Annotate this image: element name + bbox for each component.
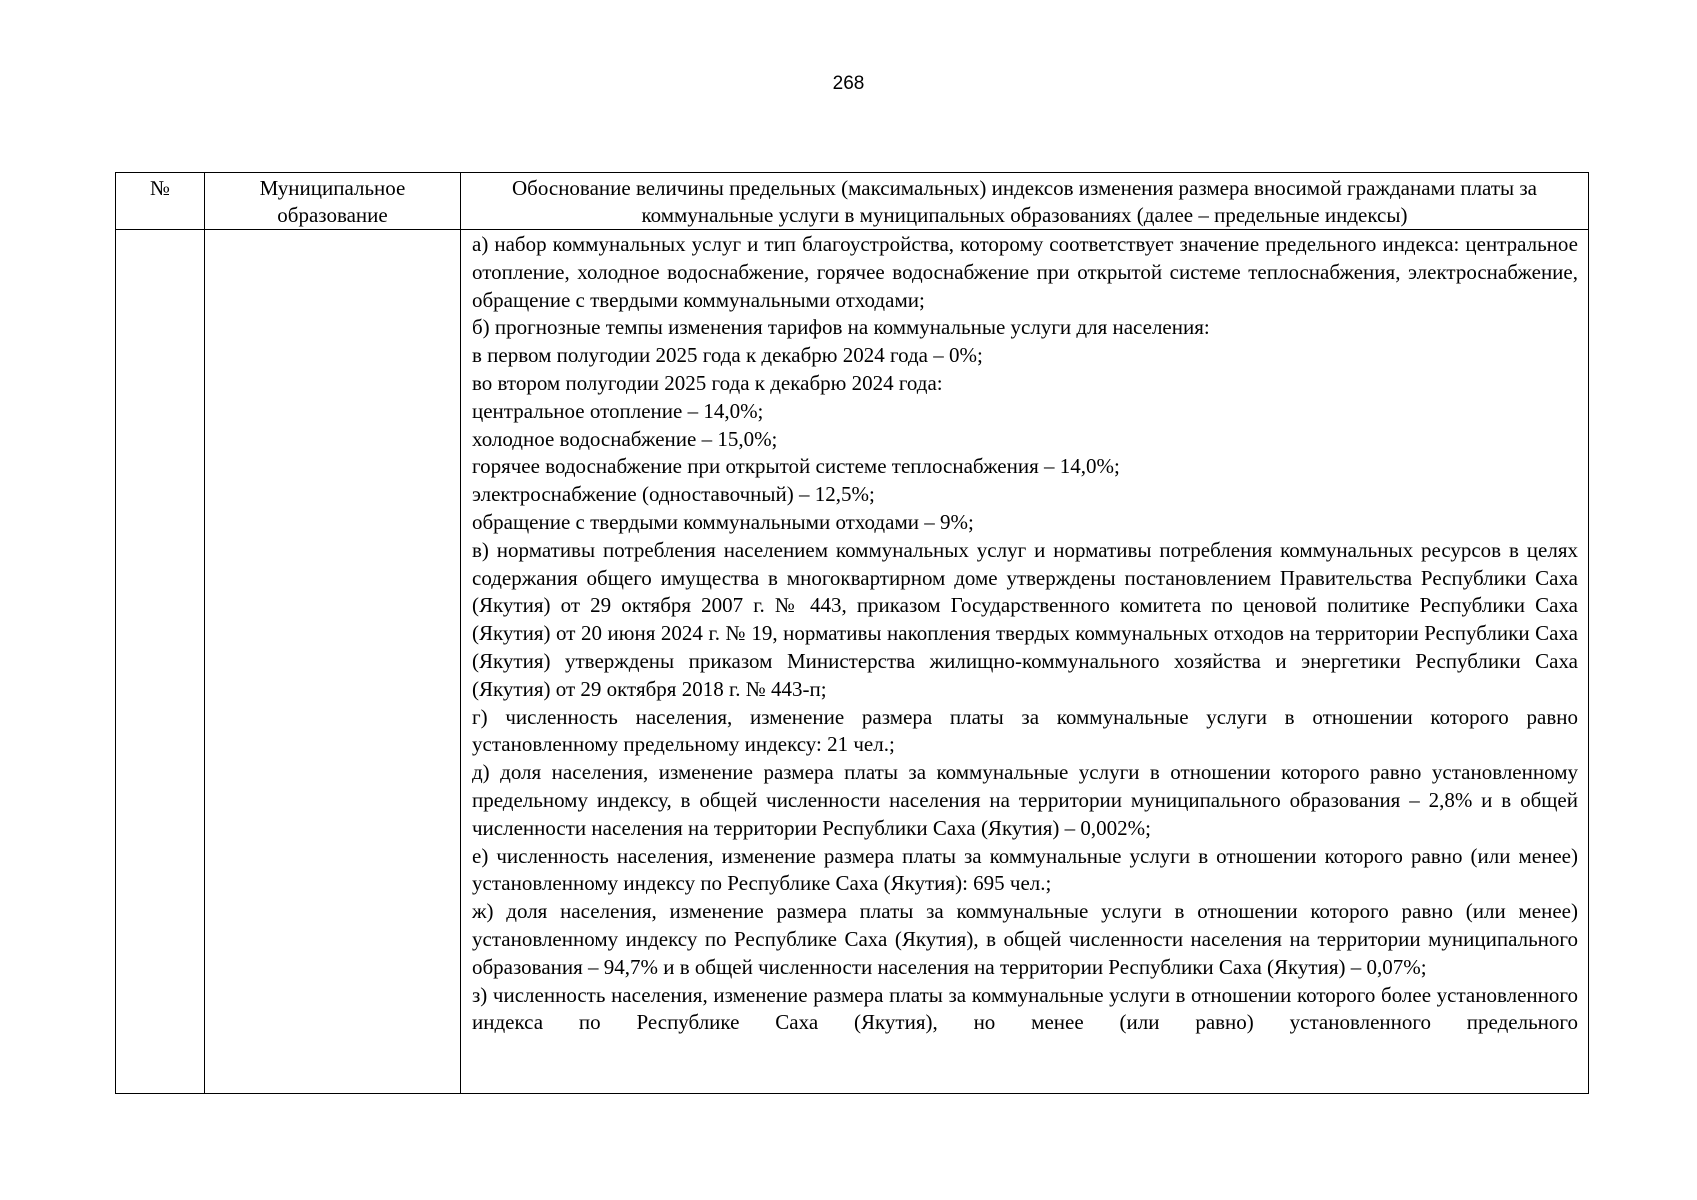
paragraph-hot-water: горячее водоснабжение при открытой системе теплоснабжения – 14,0%;: [472, 454, 1120, 479]
paragraph-zh: ж) доля населения, изменение размера платы за коммунальные услуги в отношении которого равно (или менее) установленному индексу по Республике Саха (Якутия), в общей численности населения на территории муниципального образования – 94,7% и в общей численности населения на территории Республики Саха (Якутия) – 0,07%;: [472, 899, 1578, 979]
page-number: 268: [832, 73, 865, 94]
header-municipality: Муниципальное образование: [205, 173, 461, 230]
paragraph-a: а) набор коммунальных услуг и тип благоустройства, которому соответствует значение предельного индекса: центральное отопление, холодное водоснабжение, горячее водоснабжение при открытой системе теплоснабжения, электроснабжение, обращение с твердыми коммунальными отходами;: [472, 232, 1578, 312]
paragraph-waste: обращение с твердыми коммунальными отходами – 9%;: [472, 509, 974, 534]
cell-justification: [461, 230, 1589, 1094]
cell-municipality: [205, 230, 461, 1094]
paragraph-b: б) прогнозные темпы изменения тарифов на коммунальные услуги для населения:: [472, 315, 1210, 340]
paragraph-e: е) численность населения, изменение размера платы за коммунальные услуги в отношении которого равно (или менее) установленному индексу по Республике Саха (Якутия): 695 чел.;: [472, 843, 1578, 896]
paragraph-g: г) численность населения, изменение размера платы за коммунальные услуги в отношении которого равно установленному предельному индексу: 21 чел.;: [472, 704, 1578, 757]
justification-table: [115, 172, 1589, 1094]
paragraph-d: д) доля населения, изменение размера платы за коммунальные услуги в отношении которого равно установленному предельному индексу, в общей численности населения на территории муниципального образования – 2,8% и в общей численности населения на территории Республики Саха (Якутия) – 0,002%;: [472, 760, 1578, 840]
header-justification: Обоснование величины предельных (максимальных) индексов изменения размера вносимой гражданами платы за коммунальные услуги в муниципальных образованиях (далее – предельные индексы): [461, 173, 1589, 230]
paragraph-heating: центральное отопление – 14,0%;: [472, 398, 764, 423]
table-row: [116, 230, 1589, 1094]
paragraph-b-second-half: во втором полугодии 2025 года к декабрю 2024 года:: [472, 370, 943, 395]
header-number: №: [116, 173, 205, 230]
table-header-row: [116, 173, 1589, 230]
paragraph-b-first-half: в первом полугодии 2025 года к декабрю 2024 года – 0%;: [472, 343, 983, 368]
paragraph-cold-water: холодное водоснабжение – 15,0%;: [472, 426, 778, 451]
paragraph-z: з) численность населения, изменение размера платы за коммунальные услуги в отношении которого более установленного индекса по Республике Саха (Якутия), но менее (или равно) установленного предельного: [472, 982, 1578, 1035]
paragraph-v: в) нормативы потребления населением коммунальных услуг и нормативы потребления коммунальных ресурсов в целях содержания общего имущества в многоквартирном доме утверждены постановлением Правительства Республики Саха (Якутия) от 29 октября 2007 г. № 443, приказом Государственного комитета по ценовой политике Республики Саха (Якутия) от 20 июня 2024 г. № 19, нормативы накопления твердых коммунальных отходов на территории Республики Саха (Якутия) утверждены приказом Министерства жилищно-коммунального хозяйства и энергетики Республики Саха (Якутия) от 29 октября 2018 г. № 443-п;: [472, 537, 1578, 701]
cell-number: [116, 230, 205, 1094]
paragraph-electricity: электроснабжение (одноставочный) – 12,5%;: [472, 482, 875, 507]
